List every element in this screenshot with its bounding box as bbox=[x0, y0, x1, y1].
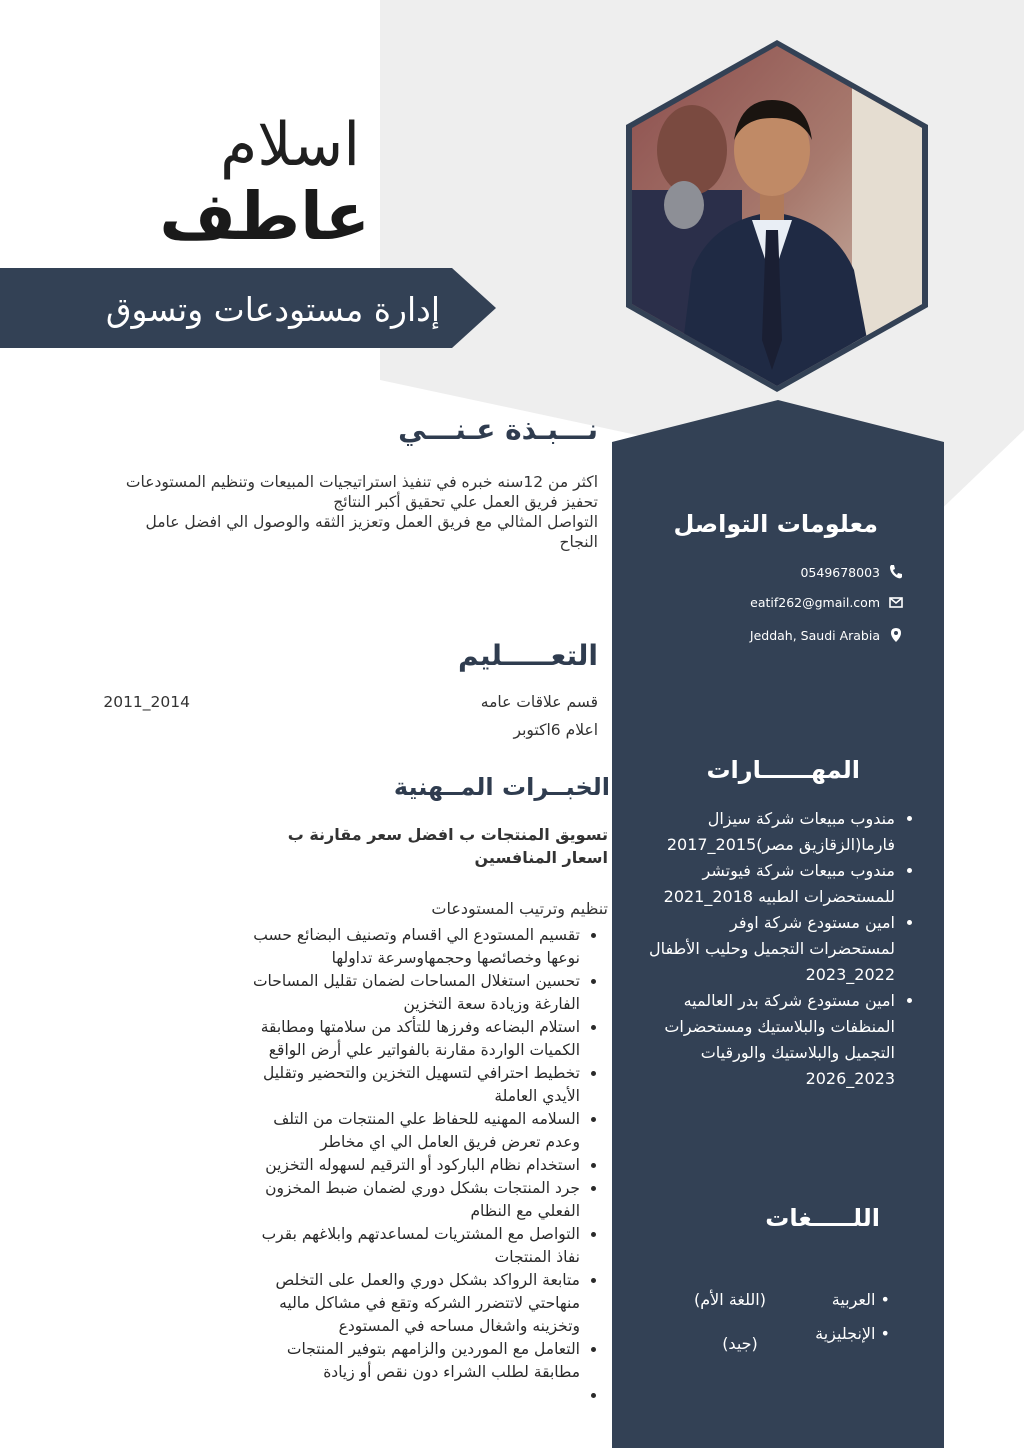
education-degree: قسم علاقات عامه bbox=[480, 693, 598, 711]
list-item: • امين مستودع شركة اوفر لمستحضرات التجميل وحليب الأطفال 2022_2023 bbox=[645, 910, 895, 988]
contact-email-row bbox=[750, 594, 904, 610]
language-row: • العربية bbox=[831, 1290, 890, 1309]
list-item: • تقسيم المستودع الي اقسام وتصنيف البضائع حسب نوعها وخصائصها وحجمهاوسرعة تداولها bbox=[236, 924, 580, 970]
about-line-4: النجاح bbox=[559, 533, 598, 551]
experience-title: الخبــرات المــهنية bbox=[393, 773, 610, 801]
list-item: • التعامل مع الموردين والزامهم بتوفير المنتجات مطابقة لطلب الشراء دون نقص أو زيادة bbox=[236, 1338, 580, 1384]
list-item: • مندوب مبيعات شركة فيوتشر للمستحضرات الطبيه 2018_2021 bbox=[645, 858, 895, 910]
list-item: • تخطيط احترافي لتسهيل التخزين والتحضير وتقليل الأيدي العاملة bbox=[236, 1062, 580, 1108]
about-line-2: تحفيز فريق العمل علي تحقيق أكبر النتائج bbox=[333, 493, 598, 511]
list-item bbox=[236, 1384, 580, 1407]
list-item: • متابعة الرواكد بشكل دوري والعمل على التخلص منهاحتي لاتتضرر الشركه وتقع في مشاكل ماليه وتخزينه واشغال مساحه في المستودع bbox=[236, 1269, 580, 1338]
about-line-3: التواصل المثالي مع فريق العمل وتعزيز الثقه والوصول الي افضل عامل bbox=[145, 513, 598, 531]
contact-title: معلومات التواصل bbox=[673, 510, 878, 538]
last-name: عاطف bbox=[159, 178, 370, 255]
contact-location-row bbox=[750, 627, 904, 643]
list-item: • تحسين استغلال المساحات لضمان تقليل المساحات الفارغة وزيادة سعة التخزين bbox=[236, 970, 580, 1016]
skills-list bbox=[645, 806, 917, 1092]
language-level: (اللغة الأم) bbox=[694, 1290, 766, 1309]
experience-subheading: تنظيم وترتيب المستودعات bbox=[431, 899, 608, 918]
language-level: (جيد) bbox=[722, 1334, 758, 1353]
map-pin-icon bbox=[888, 627, 904, 643]
contact-location: Jeddah, Saudi Arabia bbox=[749, 627, 880, 643]
language-name: الإنجليزية bbox=[815, 1324, 876, 1343]
list-item: • امين مستودع شركة بدر العالميه المنظفات والبلاستيك ومستحضرات التجميل والبلاستيك والورقيات 2023_2026 bbox=[645, 988, 895, 1092]
list-item: • السلامه المهنيه للحفاظ علي المنتجات من التلف وعدم تعرض فريق العامل الي اي مخاطر bbox=[236, 1108, 580, 1154]
education-years: 2011_2014 bbox=[103, 693, 190, 711]
list-item: • مندوب مبيعات شركة سيزال فارما(الزقازيق مصر)2015_2017 bbox=[645, 806, 895, 858]
list-item: • استخدام نظام الباركود أو الترقيم لسهوله التخزين bbox=[236, 1154, 580, 1177]
list-item: • جرد المنتجات بشكل دوري لضمان ضبط المخزون الفعلي مع النظام bbox=[236, 1177, 580, 1223]
about-title: نـــبـذة عـنـــي bbox=[398, 413, 598, 446]
job-title: إدارة مستودعات وتسوق bbox=[105, 290, 440, 329]
contact-phone: 0549678003 bbox=[800, 564, 880, 580]
skills-title: المهــــــارات bbox=[706, 756, 860, 784]
contact-email: eatif262@gmail.com bbox=[750, 594, 880, 610]
language-row: • الإنجليزية bbox=[815, 1324, 890, 1343]
experience-headline-2: اسعار المنافسين bbox=[474, 848, 608, 867]
education-school: اعلام 6اكتوبر bbox=[513, 721, 598, 739]
phone-icon bbox=[888, 564, 904, 580]
languages-title: اللـــــغات bbox=[765, 1204, 880, 1232]
list-item: • التواصل مع المشتريات لمساعدتهم وابلاغهم بقرب نفاذ المنتجات bbox=[236, 1223, 580, 1269]
about-line-1: اكثر من 12سنه خبره في تنفيذ استراتيجيات المبيعات وتنظيم المستودعات bbox=[125, 473, 598, 491]
education-title: التعـــــليم bbox=[457, 639, 598, 672]
experience-list bbox=[236, 924, 602, 1407]
list-item: • استلام البضاعه وفرزها للتأكد من سلامتها ومطابقة الكميات الواردة مقارنة بالفواتير علي أرض الواقع bbox=[236, 1016, 580, 1062]
experience-headline-1: تسويق المنتجات ب افضل سعر مقارنة ب bbox=[287, 825, 608, 844]
contact-phone-row bbox=[800, 564, 904, 580]
language-name: العربية bbox=[831, 1290, 876, 1309]
profile-photo bbox=[622, 40, 932, 392]
first-name: اسلام bbox=[220, 110, 360, 180]
envelope-icon bbox=[888, 594, 904, 610]
